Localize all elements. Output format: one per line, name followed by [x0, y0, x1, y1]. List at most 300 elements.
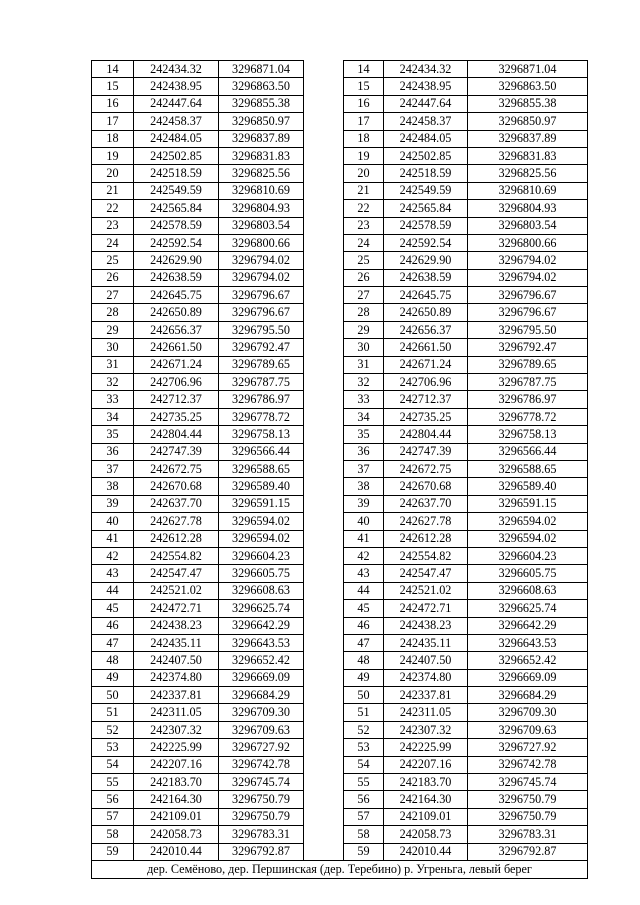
- right-y-coordinate: 3296594.02: [468, 513, 588, 530]
- left-x-coordinate: 242547.47: [134, 565, 219, 582]
- right-y-coordinate: 3296625.74: [468, 600, 588, 617]
- left-x-coordinate: 242661.50: [134, 339, 219, 356]
- left-point-number: 58: [92, 826, 134, 843]
- left-y-coordinate: 3296795.50: [219, 321, 304, 338]
- right-point-number: 35: [344, 426, 384, 443]
- left-x-coordinate: 242672.75: [134, 460, 219, 477]
- left-point-number: 53: [92, 739, 134, 756]
- table-row: [92, 774, 588, 791]
- right-point-number: 48: [344, 652, 384, 669]
- column-gap: [304, 339, 344, 356]
- right-point-number: 44: [344, 582, 384, 599]
- left-x-coordinate: 242307.32: [134, 721, 219, 738]
- right-y-coordinate: 3296796.67: [468, 287, 588, 304]
- right-y-coordinate: 3296684.29: [468, 687, 588, 704]
- right-point-number: 37: [344, 460, 384, 477]
- left-y-coordinate: 3296684.29: [219, 687, 304, 704]
- left-x-coordinate: 242645.75: [134, 287, 219, 304]
- left-x-coordinate: 242447.64: [134, 95, 219, 112]
- right-point-number: 59: [344, 843, 384, 860]
- right-x-coordinate: 242747.39: [384, 443, 468, 460]
- column-gap: [304, 269, 344, 286]
- table-row: [92, 287, 588, 304]
- left-point-number: 31: [92, 356, 134, 373]
- right-y-coordinate: 3296855.38: [468, 95, 588, 112]
- left-point-number: 37: [92, 460, 134, 477]
- right-point-number: 24: [344, 234, 384, 251]
- left-x-coordinate: 242472.71: [134, 600, 219, 617]
- right-point-number: 51: [344, 704, 384, 721]
- right-y-coordinate: 3296794.02: [468, 252, 588, 269]
- right-y-coordinate: 3296652.42: [468, 652, 588, 669]
- left-x-coordinate: 242225.99: [134, 739, 219, 756]
- left-x-coordinate: 242337.81: [134, 687, 219, 704]
- left-x-coordinate: 242207.16: [134, 756, 219, 773]
- left-x-coordinate: 242438.23: [134, 617, 219, 634]
- table-row: [92, 617, 588, 634]
- right-point-number: 42: [344, 547, 384, 564]
- left-point-number: 23: [92, 217, 134, 234]
- right-y-coordinate: 3296566.44: [468, 443, 588, 460]
- column-gap: [304, 234, 344, 251]
- right-x-coordinate: 242010.44: [384, 843, 468, 860]
- right-point-number: 46: [344, 617, 384, 634]
- left-x-coordinate: 242438.95: [134, 78, 219, 95]
- left-x-coordinate: 242638.59: [134, 269, 219, 286]
- right-x-coordinate: 242207.16: [384, 756, 468, 773]
- right-x-coordinate: 242547.47: [384, 565, 468, 582]
- right-point-number: 27: [344, 287, 384, 304]
- left-y-coordinate: 3296800.66: [219, 234, 304, 251]
- right-x-coordinate: 242565.84: [384, 200, 468, 217]
- left-point-number: 15: [92, 78, 134, 95]
- column-gap: [304, 200, 344, 217]
- column-gap: [304, 513, 344, 530]
- column-gap: [304, 321, 344, 338]
- right-y-coordinate: 3296778.72: [468, 408, 588, 425]
- right-point-number: 43: [344, 565, 384, 582]
- right-y-coordinate: 3296709.30: [468, 704, 588, 721]
- left-x-coordinate: 242629.90: [134, 252, 219, 269]
- table-row: [92, 304, 588, 321]
- left-y-coordinate: 3296850.97: [219, 113, 304, 130]
- table-row: [92, 530, 588, 547]
- left-y-coordinate: 3296750.79: [219, 808, 304, 825]
- right-y-coordinate: 3296758.13: [468, 426, 588, 443]
- table-row: [92, 321, 588, 338]
- right-y-coordinate: 3296850.97: [468, 113, 588, 130]
- left-x-coordinate: 242458.37: [134, 113, 219, 130]
- table-row: [92, 565, 588, 582]
- right-y-coordinate: 3296795.50: [468, 321, 588, 338]
- right-point-number: 20: [344, 165, 384, 182]
- left-y-coordinate: 3296789.65: [219, 356, 304, 373]
- table-row: [92, 408, 588, 425]
- column-gap: [304, 391, 344, 408]
- column-gap: [304, 547, 344, 564]
- table-row: [92, 217, 588, 234]
- left-y-coordinate: 3296804.93: [219, 200, 304, 217]
- left-x-coordinate: 242183.70: [134, 774, 219, 791]
- left-point-number: 43: [92, 565, 134, 582]
- column-gap: [304, 426, 344, 443]
- left-point-number: 27: [92, 287, 134, 304]
- table-row: [92, 113, 588, 130]
- column-gap: [304, 791, 344, 808]
- right-x-coordinate: 242458.37: [384, 113, 468, 130]
- column-gap: [304, 530, 344, 547]
- table-row: [92, 600, 588, 617]
- right-point-number: 36: [344, 443, 384, 460]
- right-y-coordinate: 3296745.74: [468, 774, 588, 791]
- left-x-coordinate: 242311.05: [134, 704, 219, 721]
- left-y-coordinate: 3296794.02: [219, 269, 304, 286]
- table-row: [92, 269, 588, 286]
- left-x-coordinate: 242565.84: [134, 200, 219, 217]
- column-gap: [304, 130, 344, 147]
- right-x-coordinate: 242438.23: [384, 617, 468, 634]
- column-gap: [304, 113, 344, 130]
- left-y-coordinate: 3296591.15: [219, 495, 304, 512]
- right-x-coordinate: 242225.99: [384, 739, 468, 756]
- right-x-coordinate: 242661.50: [384, 339, 468, 356]
- left-point-number: 36: [92, 443, 134, 460]
- right-y-coordinate: 3296642.29: [468, 617, 588, 634]
- table-row: [92, 182, 588, 199]
- right-point-number: 40: [344, 513, 384, 530]
- column-gap: [304, 408, 344, 425]
- column-gap: [304, 460, 344, 477]
- left-x-coordinate: 242058.73: [134, 826, 219, 843]
- left-point-number: 25: [92, 252, 134, 269]
- right-x-coordinate: 242578.59: [384, 217, 468, 234]
- right-y-coordinate: 3296831.83: [468, 147, 588, 164]
- right-x-coordinate: 242109.01: [384, 808, 468, 825]
- right-y-coordinate: 3296643.53: [468, 634, 588, 651]
- right-point-number: 28: [344, 304, 384, 321]
- right-point-number: 57: [344, 808, 384, 825]
- column-gap: [304, 443, 344, 460]
- left-y-coordinate: 3296750.79: [219, 791, 304, 808]
- column-gap: [304, 565, 344, 582]
- right-point-number: 31: [344, 356, 384, 373]
- left-y-coordinate: 3296810.69: [219, 182, 304, 199]
- right-y-coordinate: 3296783.31: [468, 826, 588, 843]
- right-y-coordinate: 3296604.23: [468, 547, 588, 564]
- right-x-coordinate: 242592.54: [384, 234, 468, 251]
- left-point-number: 59: [92, 843, 134, 860]
- right-point-number: 17: [344, 113, 384, 130]
- left-y-coordinate: 3296745.74: [219, 774, 304, 791]
- left-point-number: 47: [92, 634, 134, 651]
- right-point-number: 50: [344, 687, 384, 704]
- right-y-coordinate: 3296800.66: [468, 234, 588, 251]
- left-point-number: 21: [92, 182, 134, 199]
- right-x-coordinate: 242672.75: [384, 460, 468, 477]
- right-x-coordinate: 242374.80: [384, 669, 468, 686]
- right-y-coordinate: 3296789.65: [468, 356, 588, 373]
- right-y-coordinate: 3296742.78: [468, 756, 588, 773]
- left-y-coordinate: 3296825.56: [219, 165, 304, 182]
- table-row: [92, 61, 588, 78]
- left-point-number: 26: [92, 269, 134, 286]
- left-x-coordinate: 242549.59: [134, 182, 219, 199]
- right-point-number: 19: [344, 147, 384, 164]
- right-x-coordinate: 242612.28: [384, 530, 468, 547]
- right-y-coordinate: 3296863.50: [468, 78, 588, 95]
- right-x-coordinate: 242629.90: [384, 252, 468, 269]
- left-y-coordinate: 3296709.63: [219, 721, 304, 738]
- table-row: [92, 756, 588, 773]
- right-y-coordinate: 3296589.40: [468, 478, 588, 495]
- right-y-coordinate: 3296727.92: [468, 739, 588, 756]
- column-gap: [304, 356, 344, 373]
- table-row: [92, 165, 588, 182]
- left-point-number: 20: [92, 165, 134, 182]
- column-gap: [304, 78, 344, 95]
- table-row: [92, 478, 588, 495]
- left-point-number: 51: [92, 704, 134, 721]
- left-point-number: 16: [92, 95, 134, 112]
- right-y-coordinate: 3296605.75: [468, 565, 588, 582]
- right-x-coordinate: 242472.71: [384, 600, 468, 617]
- right-point-number: 22: [344, 200, 384, 217]
- left-x-coordinate: 242627.78: [134, 513, 219, 530]
- table-row: [92, 391, 588, 408]
- right-y-coordinate: 3296825.56: [468, 165, 588, 182]
- table-row: [92, 582, 588, 599]
- right-point-number: 15: [344, 78, 384, 95]
- column-gap: [304, 843, 344, 860]
- column-gap: [304, 634, 344, 651]
- right-y-coordinate: 3296787.75: [468, 374, 588, 391]
- table-row: [92, 356, 588, 373]
- table-row: [92, 687, 588, 704]
- right-x-coordinate: 242650.89: [384, 304, 468, 321]
- table-row: [92, 739, 588, 756]
- table-row: [92, 808, 588, 825]
- left-x-coordinate: 242521.02: [134, 582, 219, 599]
- right-x-coordinate: 242656.37: [384, 321, 468, 338]
- column-gap: [304, 739, 344, 756]
- right-point-number: 52: [344, 721, 384, 738]
- right-x-coordinate: 242804.44: [384, 426, 468, 443]
- left-y-coordinate: 3296794.02: [219, 252, 304, 269]
- left-x-coordinate: 242578.59: [134, 217, 219, 234]
- left-point-number: 42: [92, 547, 134, 564]
- right-y-coordinate: 3296750.79: [468, 791, 588, 808]
- left-point-number: 29: [92, 321, 134, 338]
- left-y-coordinate: 3296652.42: [219, 652, 304, 669]
- table-row: [92, 791, 588, 808]
- right-y-coordinate: 3296786.97: [468, 391, 588, 408]
- right-point-number: 14: [344, 61, 384, 78]
- left-point-number: 52: [92, 721, 134, 738]
- left-y-coordinate: 3296605.75: [219, 565, 304, 582]
- table-row: [92, 495, 588, 512]
- left-x-coordinate: 242502.85: [134, 147, 219, 164]
- right-point-number: 34: [344, 408, 384, 425]
- coordinates-table-body: [92, 61, 588, 861]
- right-y-coordinate: 3296591.15: [468, 495, 588, 512]
- column-gap: [304, 774, 344, 791]
- left-x-coordinate: 242109.01: [134, 808, 219, 825]
- right-y-coordinate: 3296608.63: [468, 582, 588, 599]
- right-x-coordinate: 242670.68: [384, 478, 468, 495]
- right-x-coordinate: 242407.50: [384, 652, 468, 669]
- right-point-number: 56: [344, 791, 384, 808]
- column-gap: [304, 669, 344, 686]
- table-row: [92, 652, 588, 669]
- left-point-number: 40: [92, 513, 134, 530]
- table-row: [92, 95, 588, 112]
- left-point-number: 45: [92, 600, 134, 617]
- table-row: [92, 460, 588, 477]
- column-gap: [304, 652, 344, 669]
- right-point-number: 49: [344, 669, 384, 686]
- left-x-coordinate: 242484.05: [134, 130, 219, 147]
- left-point-number: 30: [92, 339, 134, 356]
- right-x-coordinate: 242337.81: [384, 687, 468, 704]
- left-point-number: 14: [92, 61, 134, 78]
- left-y-coordinate: 3296792.47: [219, 339, 304, 356]
- right-x-coordinate: 242435.11: [384, 634, 468, 651]
- right-y-coordinate: 3296669.09: [468, 669, 588, 686]
- column-gap: [304, 478, 344, 495]
- left-point-number: 56: [92, 791, 134, 808]
- left-point-number: 24: [92, 234, 134, 251]
- right-y-coordinate: 3296792.87: [468, 843, 588, 860]
- left-x-coordinate: 242804.44: [134, 426, 219, 443]
- left-y-coordinate: 3296604.23: [219, 547, 304, 564]
- left-point-number: 35: [92, 426, 134, 443]
- left-x-coordinate: 242164.30: [134, 791, 219, 808]
- left-x-coordinate: 242435.11: [134, 634, 219, 651]
- caption-row: [92, 860, 588, 878]
- right-y-coordinate: 3296803.54: [468, 217, 588, 234]
- column-gap: [304, 704, 344, 721]
- table-row: [92, 669, 588, 686]
- right-x-coordinate: 242554.82: [384, 547, 468, 564]
- left-y-coordinate: 3296863.50: [219, 78, 304, 95]
- right-x-coordinate: 242058.73: [384, 826, 468, 843]
- right-x-coordinate: 242438.95: [384, 78, 468, 95]
- column-gap: [304, 182, 344, 199]
- left-y-coordinate: 3296742.78: [219, 756, 304, 773]
- right-point-number: 33: [344, 391, 384, 408]
- column-gap: [304, 165, 344, 182]
- right-y-coordinate: 3296709.63: [468, 721, 588, 738]
- right-x-coordinate: 242484.05: [384, 130, 468, 147]
- column-gap: [304, 147, 344, 164]
- right-x-coordinate: 242671.24: [384, 356, 468, 373]
- left-point-number: 49: [92, 669, 134, 686]
- right-x-coordinate: 242502.85: [384, 147, 468, 164]
- right-x-coordinate: 242183.70: [384, 774, 468, 791]
- right-x-coordinate: 242311.05: [384, 704, 468, 721]
- left-y-coordinate: 3296855.38: [219, 95, 304, 112]
- table-row: [92, 339, 588, 356]
- right-point-number: 32: [344, 374, 384, 391]
- column-gap: [304, 826, 344, 843]
- column-gap: [304, 252, 344, 269]
- left-y-coordinate: 3296709.30: [219, 704, 304, 721]
- right-x-coordinate: 242521.02: [384, 582, 468, 599]
- left-y-coordinate: 3296786.97: [219, 391, 304, 408]
- right-y-coordinate: 3296594.02: [468, 530, 588, 547]
- left-point-number: 44: [92, 582, 134, 599]
- right-x-coordinate: 242164.30: [384, 791, 468, 808]
- right-point-number: 55: [344, 774, 384, 791]
- right-x-coordinate: 242307.32: [384, 721, 468, 738]
- right-x-coordinate: 242447.64: [384, 95, 468, 112]
- left-x-coordinate: 242612.28: [134, 530, 219, 547]
- right-y-coordinate: 3296588.65: [468, 460, 588, 477]
- table-row: [92, 443, 588, 460]
- right-point-number: 25: [344, 252, 384, 269]
- table-row: [92, 547, 588, 564]
- right-point-number: 30: [344, 339, 384, 356]
- table-row: [92, 147, 588, 164]
- left-y-coordinate: 3296589.40: [219, 478, 304, 495]
- left-y-coordinate: 3296669.09: [219, 669, 304, 686]
- left-y-coordinate: 3296642.29: [219, 617, 304, 634]
- left-x-coordinate: 242712.37: [134, 391, 219, 408]
- left-point-number: 17: [92, 113, 134, 130]
- right-y-coordinate: 3296804.93: [468, 200, 588, 217]
- left-point-number: 19: [92, 147, 134, 164]
- left-x-coordinate: 242671.24: [134, 356, 219, 373]
- table-row: [92, 234, 588, 251]
- left-point-number: 46: [92, 617, 134, 634]
- right-x-coordinate: 242735.25: [384, 408, 468, 425]
- table-row: [92, 200, 588, 217]
- left-point-number: 50: [92, 687, 134, 704]
- column-gap: [304, 617, 344, 634]
- left-y-coordinate: 3296566.44: [219, 443, 304, 460]
- right-point-number: 39: [344, 495, 384, 512]
- table-row: [92, 78, 588, 95]
- left-point-number: 57: [92, 808, 134, 825]
- left-point-number: 33: [92, 391, 134, 408]
- left-y-coordinate: 3296758.13: [219, 426, 304, 443]
- right-point-number: 26: [344, 269, 384, 286]
- right-point-number: 41: [344, 530, 384, 547]
- column-gap: [304, 756, 344, 773]
- left-x-coordinate: 242747.39: [134, 443, 219, 460]
- right-y-coordinate: 3296792.47: [468, 339, 588, 356]
- right-x-coordinate: 242549.59: [384, 182, 468, 199]
- column-gap: [304, 304, 344, 321]
- column-gap: [304, 687, 344, 704]
- right-point-number: 38: [344, 478, 384, 495]
- table-row: [92, 826, 588, 843]
- left-point-number: 41: [92, 530, 134, 547]
- table-row: [92, 513, 588, 530]
- column-gap: [304, 217, 344, 234]
- left-x-coordinate: 242637.70: [134, 495, 219, 512]
- table-row: [92, 843, 588, 860]
- left-x-coordinate: 242650.89: [134, 304, 219, 321]
- left-point-number: 38: [92, 478, 134, 495]
- table-row: [92, 704, 588, 721]
- right-y-coordinate: 3296837.89: [468, 130, 588, 147]
- left-y-coordinate: 3296783.31: [219, 826, 304, 843]
- right-x-coordinate: 242645.75: [384, 287, 468, 304]
- left-point-number: 55: [92, 774, 134, 791]
- left-point-number: 18: [92, 130, 134, 147]
- left-x-coordinate: 242010.44: [134, 843, 219, 860]
